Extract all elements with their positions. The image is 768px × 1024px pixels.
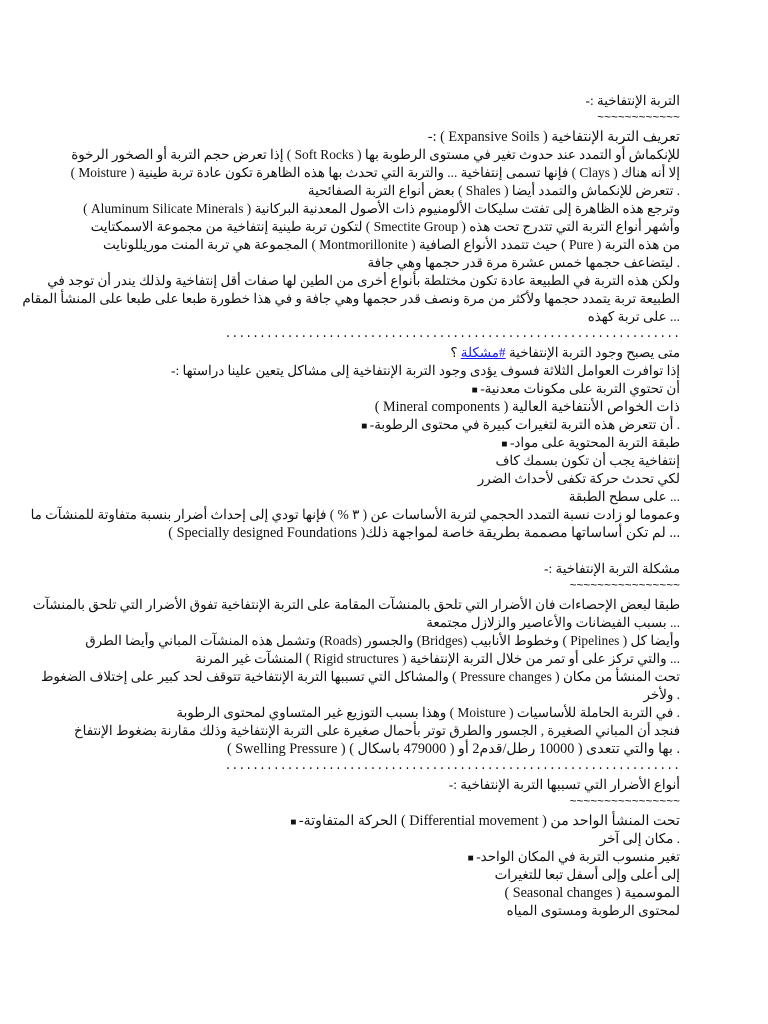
problem-heading: مشكلة التربة الإنتفاخية :- <box>544 561 680 576</box>
tilde-divider: ~~~~~~~~~~~~~~~~ <box>569 580 680 593</box>
bullet-item: أن تحتوي التربة على مكونات معدنية- ■ <box>84 380 680 398</box>
paragraph-line: إنتفاخية يجب أن تكون بسمك كاف <box>495 453 680 468</box>
paragraph-line: الموسمية ( Seasonal changes ) <box>504 885 680 901</box>
tilde-divider: ~~~~~~~~~~~~~~~~ <box>569 796 680 809</box>
paragraph-line: . بها والتي تتعدى ( 10000 رطل/قدم2 أو ( 479000 باسكال ) ( Swelling Pressure ) <box>227 741 680 757</box>
paragraph-line: . في التربة الحاملة للأساسيات ( Moisture ) وهذا بسبب التوزيع غير المتساوي لمحتوى الرطوبة <box>176 705 680 720</box>
paragraph-line: . ولأخر <box>643 687 680 702</box>
tilde-divider: ~~~~~~~~~~~~ <box>597 112 680 125</box>
paragraph-line: الطبيعة تربة يتمدد حجمها ولأكثر من مرة ونصف قدر حجمها وهي جافة و في هذا خطورة طبعا على طبعا على المنشأ المقام <box>22 291 680 306</box>
paragraph-line: ... على تربة كهذه <box>587 309 680 324</box>
paragraph-line: إذا توافرت العوامل الثلاثة فسوف يؤدى وجود التربة الإنتفاخية إلى مشاكل يتعين علينا دراستها :- <box>170 363 680 378</box>
paragraph-line: ... على سطح الطبقة <box>568 489 680 504</box>
dotted-divider: .................................................................. <box>224 328 680 341</box>
paragraph-line: تحت المنشأ من مكان ( Pressure changes ) والمشاكل التي تسببها التربة الإنتفاخية تتوقف لحد كبير على إختلاف الضغوط <box>40 669 680 684</box>
paragraph-line: وترجع هذه الظاهرة إلى تفتت سليكات الألومنيوم ذات الأصول المعدنية البركانية ( Aluminum Silicate Minerals ) <box>83 201 680 216</box>
paragraph-line: فنجد أن المباني الصغيرة , الجسور والطرق توتر بأحمال صغيرة على التربة الإنتفاخية وذلك مقارنة بضغوط الإنتفاخ <box>73 723 680 738</box>
heading-expansive-soil: التربة الإنتفاخية :- <box>585 93 680 108</box>
paragraph-line: . مكان إلى آخر <box>599 831 680 846</box>
paragraph-line: لكي تحدث حركة تكفى لأحداث الضرر <box>477 471 680 486</box>
document-body <box>22 92 680 920</box>
paragraph-line: لمحتوى الرطوبة ومستوى المياه <box>506 903 680 918</box>
paragraph-line: من هذه التربة ( Pure ) حيث تتمدد الأنواع الصافية ( Montmorillonite ) المجموعة هي تربة المنت موريللونايت <box>103 237 680 252</box>
bullet-item: تحت المنشأ الواحد من ( Differential movement ) الحركة المتفاوتة- ■ <box>84 812 680 830</box>
paragraph-line: . ليتضاعف حجمها خمس عشرة مرة قدر حجمها وهي جافة <box>367 255 680 270</box>
paragraph-line: وأشهر أنواع التربة التي تتدرج تحت هذه ( Smectite Group ) لتكون تربة طينية إنتفاخية من مجموعة الاسمكتايت <box>90 219 680 234</box>
paragraph-line: إلى أعلى وإلى أسفل تبعا للتغيرات <box>494 867 680 882</box>
blank-line <box>84 542 680 560</box>
paragraph-line: إلا أنه هناك ( Clays ) فإنها تسمى إنتفاخية ... والتربة التي تحدث بها هذه الظاهرة تكون عادة تربة طينية ( Moisture ) <box>70 165 680 180</box>
definition-heading: تعريف التربة الإنتفاخية ( Expansive Soils ) :- <box>427 129 680 145</box>
paragraph-line: طبقا لبعض الإحصاءات فان الأضرار التي تلحق بالمنشآت المقامة على التربة الإنتفاخية تفوق الأضرار التي تلحق بالمنشآت <box>32 597 680 612</box>
paragraph-line: . تتعرض للإنكماش والتمدد أيضا ( Shales ) بعض أنواع التربة الصفائحية <box>307 183 680 198</box>
damage-types-heading: أنواع الأضرار التي تسببها التربة الإنتفاخية :- <box>448 777 680 792</box>
paragraph-line: وأيضا كل ( Pipelines ) وخطوط الأنابيب (Bridges) والجسور (Roads) وتشمل هذه المنشآت المباني وأيضا الطرق <box>85 633 680 648</box>
paragraph-line: ... والتي تركز على أو تمر من خلال التربة الإنتفاخية ( Rigid structures ) المنشآت غير المرنة <box>195 651 680 666</box>
paragraph-line: ذات الخواص الأنتفاخية العالية ( Mineral components ) <box>374 399 680 415</box>
paragraph-line: ... لم تكن أساساتها مصممة بطريقة خاصة لمواجهة ذلك( Specially designed Foundations ) <box>168 525 680 541</box>
paragraph-line: للإنكماش أو التمدد عند حدوث تغير في مستوى الرطوبة بها ( Soft Rocks ) إذا تعرض حجم التربة أو الصخور الرخوة <box>71 147 680 162</box>
paragraph-line: وعموما لو زادت نسبة التمدد الحجمي لتربة الأساسات عن ( ٣ % ) فإنها تودي إلى إحداث أضرار بنسبة متفاوتة للمنشآت ما <box>30 507 680 522</box>
paragraph-line: ولكن هذه التربة في الطبيعة عادة تكون مختلطة بأنواع أخرى من الطين لها صفات أقل إنتفاخية ولذلك يندر أن توجد في <box>47 273 680 288</box>
bullet-item: طبقة التربة المحتوية على مواد- ■ <box>84 434 680 452</box>
question-heading-text: متى يصبح وجود التربة الإنتفاخية #مشكلة ؟ <box>450 345 680 360</box>
question-heading <box>84 344 680 362</box>
hashtag-link[interactable]: #مشكلة <box>460 345 506 360</box>
bullet-item: . أن تتعرض هذه التربة لتغيرات كبيرة في محتوى الرطوبة- ■ <box>84 416 680 434</box>
dotted-divider: .................................................................. <box>224 760 680 773</box>
bullet-item: تغير منسوب التربة في المكان الواحد- ■ <box>84 848 680 866</box>
paragraph-line: ... بسبب الفيضانات والأعاصير والزلازل مجتمعة <box>426 615 680 630</box>
